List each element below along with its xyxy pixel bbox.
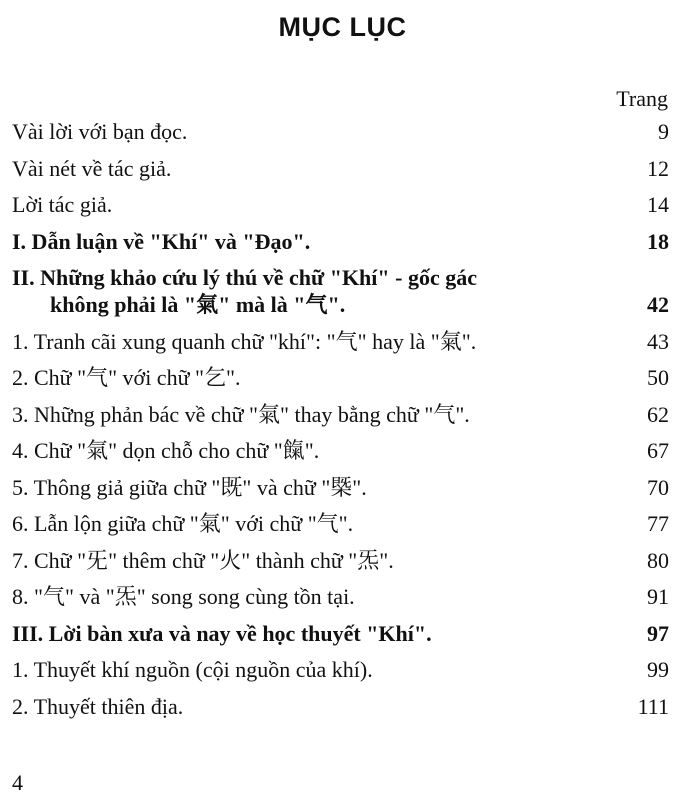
toc-section-entry: [12, 228, 669, 255]
toc-entry: [12, 656, 669, 683]
toc-entry-page: 50: [647, 365, 669, 390]
toc-entry-page: 91: [647, 584, 669, 609]
toc-entry-page: 42: [647, 292, 669, 317]
toc-section-entry: [12, 620, 669, 647]
toc-entry-page: 18: [647, 228, 669, 254]
toc-entry-label-continued: không phải là "氣" mà là "气".: [50, 292, 346, 317]
toc-entry: [12, 401, 669, 428]
toc-entry: [12, 510, 669, 537]
toc-entry-label: Lời tác giả.: [12, 192, 113, 217]
toc-entry-page: 9: [658, 119, 669, 144]
toc-entry-label: 4. Chữ "氣" dọn chỗ cho chữ "餼".: [12, 438, 320, 463]
toc-section-entry: [12, 264, 669, 318]
toc-entry-page: 80: [647, 547, 669, 573]
toc-entry-label: III. Lời bàn xưa và nay về học thuyết "Khí".: [12, 620, 432, 646]
toc-entry-label: 2. Chữ "气" với chữ "乞".: [12, 365, 241, 390]
toc-entry: [12, 328, 669, 355]
toc-entry: [12, 364, 669, 391]
toc-entry: [12, 474, 669, 501]
toc-entry-label: 6. Lẫn lộn giữa chữ "氣" với chữ "气".: [12, 511, 354, 536]
toc-entry-label: 8. "气" và "炁" song song cùng tồn tại.: [12, 584, 355, 609]
toc-entry-label: II. Những khảo cứu lý thú về chữ "Khí" - gốc gác: [12, 265, 477, 290]
toc-entry-label: 2. Thuyết thiên địa.: [12, 693, 184, 719]
toc-entry: [12, 437, 669, 464]
toc-entry-page: 111: [637, 693, 669, 719]
toc-entry-label: 1. Thuyết khí nguồn (cội nguồn của khí).: [12, 657, 373, 682]
toc-entry-label: Vài lời với bạn đọc.: [12, 119, 188, 144]
toc-entry-label: I. Dẫn luận về "Khí" và "Đạo".: [12, 228, 311, 254]
toc-entry: [12, 547, 669, 574]
page-column-header: Trang: [616, 86, 668, 111]
toc-entry: [12, 191, 669, 218]
toc-entry: [12, 155, 669, 182]
toc-entry: [12, 583, 669, 610]
toc-entry-page: 77: [647, 511, 669, 536]
toc-entry: [12, 693, 669, 720]
toc-entry: [12, 118, 669, 145]
toc-entry-page: 97: [647, 620, 669, 646]
toc-entry-page: 62: [647, 401, 669, 427]
toc-entry-label: 7. Chữ "旡" thêm chữ "火" thành chữ "炁".: [12, 547, 394, 573]
toc-entry-page: 12: [647, 155, 669, 181]
toc-entry-label: 1. Tranh cãi xung quanh chữ "khí": "气" hay là "氣".: [12, 328, 477, 354]
toc-entry-label: Vài nét về tác giả.: [12, 155, 172, 181]
toc-entry-page: 70: [647, 474, 669, 500]
table-of-contents: [12, 118, 669, 729]
toc-entry-label: 3. Những phản bác về chữ "氣" thay bằng chữ "气".: [12, 401, 470, 427]
page-title: MỤC LỤC: [278, 12, 407, 42]
toc-entry-page: 43: [647, 328, 669, 354]
toc-entry-label: 5. Thông giả giữa chữ "既" và chữ "槩".: [12, 474, 367, 500]
toc-entry-page: 14: [647, 192, 669, 217]
toc-entry-page: 67: [647, 438, 669, 463]
toc-entry-page: 99: [647, 657, 669, 682]
page-number: 4: [12, 770, 23, 795]
